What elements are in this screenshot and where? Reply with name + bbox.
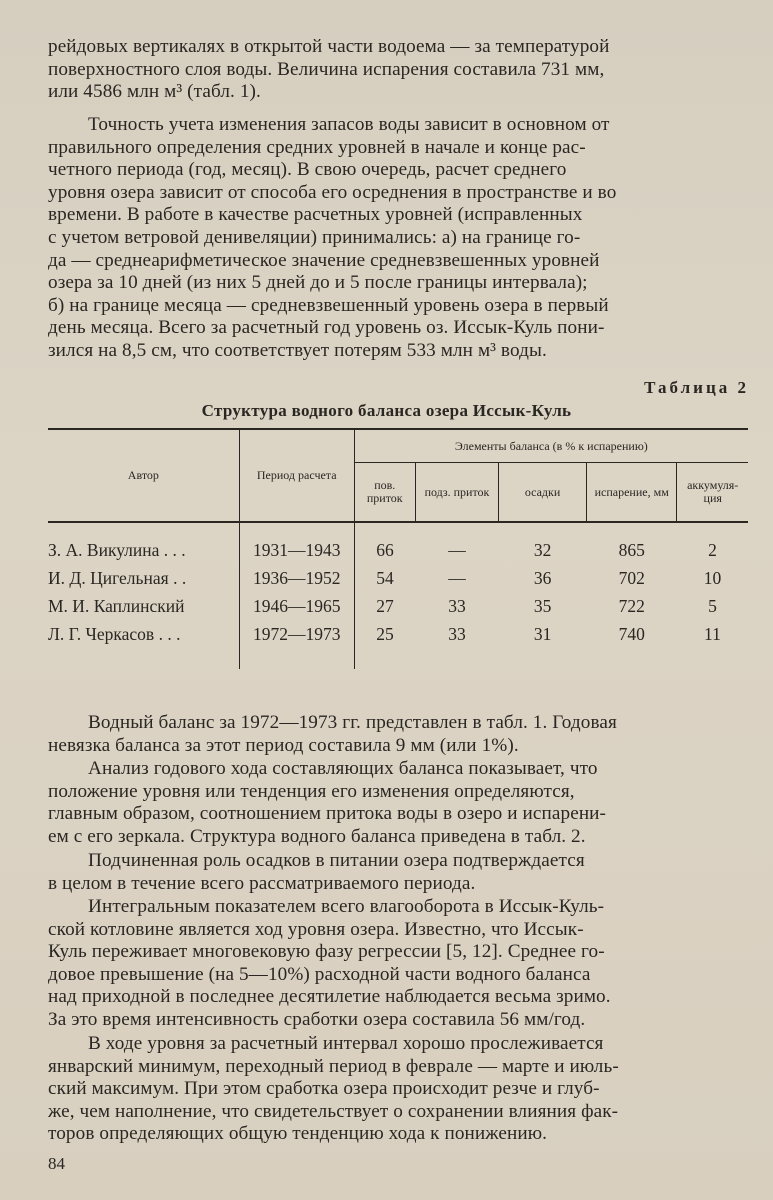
cell-surface: 27 <box>376 595 394 616</box>
cell-underground: 33 <box>448 623 466 644</box>
cell-accum: 11 <box>704 623 721 644</box>
text-line: январский минимум, переходный период в феврале — марте и июль- <box>48 1055 619 1077</box>
cell-underground: — <box>448 539 466 560</box>
text-line: четного периода (год, месяц). В свою очередь, расчет среднего <box>48 159 567 181</box>
cell-period: 1972—1973 <box>239 620 354 669</box>
cell-underground: — <box>448 567 466 588</box>
header-author: Автор <box>48 429 239 522</box>
paragraph-2 <box>48 114 748 363</box>
text-line: б) на границе месяца — средневзвешенный уровень озера в первый <box>48 294 609 316</box>
text-line: или 4586 млн м³ (табл. 1). <box>48 81 261 103</box>
text-line: В ходе уровня за расчетный интервал хорошо прослеживается <box>88 1033 604 1054</box>
cell-precip: 36 <box>533 567 552 588</box>
header-elements: Элементы баланса (в % к испарению) <box>454 438 648 453</box>
cell-surface: 66 <box>376 539 394 560</box>
header-underground-inflow: подз. приток <box>415 463 498 523</box>
cell-surface: 54 <box>376 567 394 588</box>
table-row <box>48 564 748 592</box>
text-line: над приходной в последнее десятилетие наблюдается весьма зримо. <box>48 986 611 1008</box>
table-row <box>48 522 748 564</box>
cell-author: Л. Г. Черкасов . . . <box>48 623 181 644</box>
header-accumulation: аккумуля-ция <box>677 463 748 523</box>
paragraph-7 <box>48 1033 748 1146</box>
text-line: ем с его зеркала. Структура водного баланса приведена в табл. 2. <box>48 825 586 847</box>
text-line: Подчиненная роль осадков в питании озера подтверждается <box>88 850 585 871</box>
text-line: в целом в течение всего рассматриваемого периода. <box>48 872 476 894</box>
page-number: 84 <box>48 1154 65 1173</box>
text-line: невязка баланса за этот период составила 9 мм (или 1%). <box>48 734 519 756</box>
cell-evap: 722 <box>618 595 645 616</box>
table-row <box>48 620 748 669</box>
header-evaporation: испарение, мм <box>587 463 677 523</box>
paragraph-4 <box>48 758 748 848</box>
cell-precip: 35 <box>533 595 552 616</box>
text-line: времени. В работе в качестве расчетных уровней (исправленных <box>48 204 583 226</box>
cell-surface: 25 <box>376 623 394 644</box>
table-title: Структура водного баланса озера Иссык-Куль <box>201 401 572 420</box>
text-line: довое превышение (на 5—10%) расходной части водного баланса <box>48 963 591 985</box>
text-line: главным образом, соотношением притока воды в озеро и испарени- <box>48 803 607 825</box>
header-surface-inflow: пов. приток <box>354 463 415 523</box>
paragraph-5 <box>48 850 748 895</box>
text-line: Анализ годового хода составляющих баланса показывает, что <box>88 758 598 779</box>
text-line: да — среднеарифметическое значение средневзвешенных уровней <box>48 249 600 271</box>
text-line: ской котловине является ход уровня озера. Известно, что Иссык- <box>48 918 584 940</box>
cell-period: 1931—1943 <box>239 522 354 564</box>
paragraph-6 <box>48 896 748 1032</box>
cell-period: 1936—1952 <box>239 564 354 592</box>
text-line: Точность учета изменения запасов воды зависит в основном от <box>88 114 610 135</box>
text-line: ский максимум. При этом сработка озера происходит резче и глуб- <box>48 1078 600 1100</box>
cell-evap: 740 <box>618 623 645 644</box>
text-line: торов определяющих общую тенденцию хода к понижению. <box>48 1123 548 1145</box>
text-line: озера за 10 дней (из них 5 дней до и 5 после границы интервала); <box>48 272 588 294</box>
text-line: с учетом ветровой денивеляции) принимались: а) на границе го- <box>48 226 581 248</box>
text-line: зился на 8,5 см, что соответствует потерям 533 млн м³ воды. <box>48 339 547 361</box>
text-line: Куль переживает многовековую фазу регрессии [5, 12]. Среднее го- <box>48 941 605 963</box>
text-line: Водный баланс за 1972—1973 гг. представлен в табл. 1. Годовая <box>88 712 617 733</box>
cell-underground: 33 <box>448 595 466 616</box>
text-line: положение уровня или тенденция его изменения определяются, <box>48 780 575 802</box>
cell-accum: 5 <box>708 595 717 616</box>
cell-period: 1946—1965 <box>239 592 354 620</box>
table-label: Таблица 2 <box>644 378 749 397</box>
header-period: Период расчета <box>239 429 354 522</box>
text-line: уровня озера зависит от способа его осреднения в пространстве и во <box>48 181 617 203</box>
cell-evap: 702 <box>618 567 645 588</box>
header-precipitation: осадки <box>499 463 587 523</box>
text-line: же, чем наполнение, что свидетельствует о сохранении влияния фак- <box>48 1100 619 1122</box>
paragraph-3 <box>48 712 748 757</box>
table-row <box>48 592 748 620</box>
text-line: поверхностного слоя воды. Величина испарения составила 731 мм, <box>48 58 605 80</box>
paragraph-1 <box>48 36 748 104</box>
text-line: правильного определения средних уровней в начале и конце рас- <box>48 136 586 158</box>
cell-precip: 32 <box>533 539 552 560</box>
cell-author: И. Д. Цигельная . . <box>48 567 187 588</box>
cell-accum: 2 <box>708 539 717 560</box>
water-balance-table <box>48 428 748 669</box>
cell-precip: 31 <box>533 623 552 644</box>
text-line: Интегральным показателем всего влагооборота в Иссык-Куль- <box>88 896 605 917</box>
text-line: За это время интенсивность сработки озера составила 56 мм/год. <box>48 1008 586 1030</box>
text-line: день месяца. Всего за расчетный год уровень оз. Иссык-Куль пони- <box>48 317 605 339</box>
text-line: рейдовых вертикалях в открытой части водоема — за температурой <box>48 36 610 57</box>
cell-author: М. И. Каплинский <box>48 595 185 616</box>
cell-author: З. А. Викулина . . . <box>48 539 186 560</box>
cell-accum: 10 <box>703 567 722 588</box>
cell-evap: 865 <box>618 539 645 560</box>
